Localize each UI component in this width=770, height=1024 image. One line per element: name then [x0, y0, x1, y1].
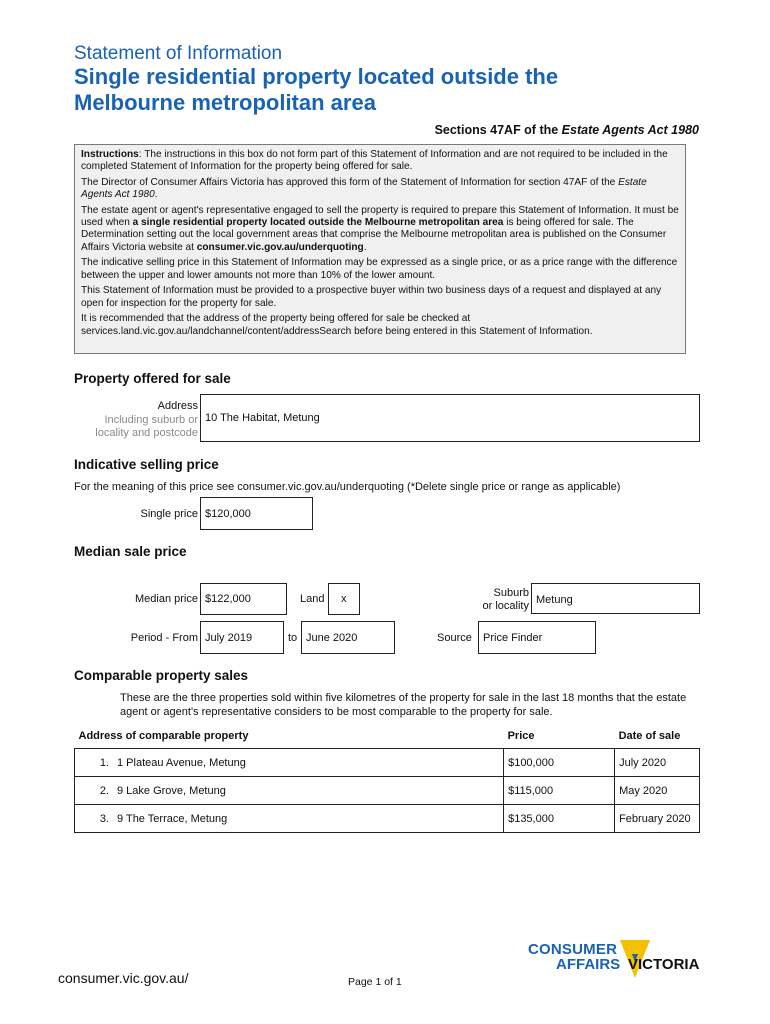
source-label: Source	[437, 632, 472, 644]
instructions-p3-a: The estate agent or agent's representative engaged to sell the property is required to prepare this Statement of Information. It must be used when	[81, 205, 679, 229]
instructions-p3	[81, 205, 679, 254]
row-address[interactable]: 1 Plateau Avenue, Metung	[113, 749, 504, 777]
logo-line2b: VICTORIA	[628, 956, 700, 973]
table-row	[75, 777, 700, 805]
single-price-value: $120,000	[205, 507, 251, 520]
instructions-p2	[81, 177, 679, 201]
period-from-label: Period - From	[130, 632, 198, 644]
footer-url[interactable]: consumer.vic.gov.au/	[58, 970, 189, 986]
instructions-p3-end: .	[363, 241, 367, 253]
instructions-box	[74, 144, 686, 354]
row-price[interactable]: $100,000	[504, 749, 615, 777]
document-title	[74, 64, 674, 116]
address-label-line2: Including suburb or	[104, 413, 198, 426]
land-label: Land	[300, 593, 325, 605]
median-price-field[interactable]	[200, 583, 287, 615]
row-price[interactable]: $135,000	[504, 805, 615, 833]
median-price-value: $122,000	[205, 593, 251, 605]
address-field[interactable]	[200, 394, 700, 442]
consumer-affairs-victoria-logo	[528, 938, 703, 988]
row-date[interactable]: February 2020	[615, 805, 700, 833]
single-price-label: Single price	[140, 508, 198, 520]
instructions-p2-text: The Director of Consumer Affairs Victoria has approved this form of the Statement of Information for section 47AF of the	[81, 177, 619, 188]
period-to-value: June 2020	[306, 631, 358, 644]
table-row	[75, 805, 700, 833]
suburb-label-line1: Suburb	[493, 587, 529, 599]
period-to-label: to	[288, 632, 298, 644]
source-field[interactable]	[478, 621, 596, 654]
row-date[interactable]: July 2020	[615, 749, 700, 777]
suburb-label-line2: or locality	[482, 600, 529, 612]
address-label-line3: locality and postcode	[95, 427, 198, 439]
comparable-intro: These are the three properties sold within five kilometres of the property for sale in the last 18 months that the estate agent or agent's representative considers to be most comparable to the property for sale.	[120, 692, 687, 718]
instructions-p6: It is recommended that the address of the property being offered for sale be checked at services.land.vic.gov.au/landchannel/content/addressSearch before being entered in this Statement of Information.	[81, 313, 593, 337]
property-heading: Property offered for sale	[74, 371, 231, 386]
row-price[interactable]: $115,000	[504, 777, 615, 805]
indicative-note: For the meaning of this price see consumer.vic.gov.au/underquoting (*Delete single price or range as applicable)	[74, 481, 621, 493]
suburb-field[interactable]	[531, 583, 700, 614]
page-number: Page 1 of 1	[348, 976, 402, 988]
instructions-p4: The indicative selling price in this Statement of Information may be expressed as a single price, or as a price range with the difference between the upper and lower amounts not more than 10% of the lower amount.	[81, 257, 678, 281]
comparable-header-row	[75, 723, 700, 749]
instructions-p3-bold: a single residential property located outside the Melbourne metropolitan area	[132, 217, 504, 229]
single-price-field[interactable]	[200, 497, 313, 530]
instructions-p2-end: .	[154, 189, 158, 201]
land-value: x	[341, 593, 347, 605]
row-address[interactable]: 9 Lake Grove, Metung	[113, 777, 504, 805]
period-from-field[interactable]	[200, 621, 284, 654]
instructions-p1-text: : The instructions in this box do not form part of this Statement of Information and are not required to be included in the completed Statement of Information for the property being offered for sale.	[81, 149, 668, 173]
instructions-p2-act: Estate Agents Act 1980	[81, 177, 647, 201]
title-line-1: Single residential property located outside the	[74, 64, 559, 89]
address-label-line1: Address	[157, 400, 198, 412]
row-number: 1.	[75, 749, 114, 777]
period-to-field[interactable]	[301, 621, 395, 654]
instructions-p5: This Statement of Information must be provided to a prospective buyer within two business days of a request and displayed at any open for inspection for the property for sale.	[81, 285, 662, 309]
median-price-label: Median price	[135, 593, 198, 605]
row-date[interactable]: May 2020	[615, 777, 700, 805]
address-label	[80, 400, 198, 441]
sections-reference	[435, 123, 699, 137]
row-number: 3.	[75, 805, 114, 833]
row-address[interactable]: 9 The Terrace, Metung	[113, 805, 504, 833]
table-row	[75, 749, 700, 777]
median-heading: Median sale price	[74, 544, 187, 559]
row-number: 2.	[75, 777, 114, 805]
address-value: 10 The Habitat, Metung	[205, 412, 320, 424]
logo-line1: CONSUMER	[528, 941, 618, 958]
comparable-table	[74, 723, 700, 833]
suburb-label	[440, 587, 529, 613]
comparable-heading: Comparable property sales	[74, 668, 249, 683]
col-address-header: Address of comparable property	[78, 729, 249, 742]
instructions-label: Instructions	[81, 149, 139, 160]
suburb-value: Metung	[536, 594, 573, 606]
instructions-p1	[81, 149, 679, 173]
period-from-value: July 2019	[205, 631, 253, 644]
underquoting-link[interactable]: consumer.vic.gov.au/underquoting	[196, 241, 364, 253]
sections-prefix: Sections 47AF of the	[434, 123, 562, 137]
land-field[interactable]	[328, 583, 360, 615]
instructions-p3-b: is being offered for sale. The Determination setting out the local government areas that comprise the Melbourne metropolitan area is published on the Consumer Affairs Victoria website at	[81, 217, 667, 253]
logo-line2a: AFFAIRS	[556, 956, 621, 973]
source-value: Price Finder	[483, 631, 543, 644]
sections-act: Estate Agents Act 1980	[561, 123, 699, 137]
title-line-2: Melbourne metropolitan area	[74, 90, 376, 115]
col-date-header: Date of sale	[618, 729, 681, 742]
document-kicker: Statement of Information	[74, 43, 283, 64]
indicative-heading: Indicative selling price	[74, 457, 219, 472]
col-price-header: Price	[507, 729, 535, 742]
